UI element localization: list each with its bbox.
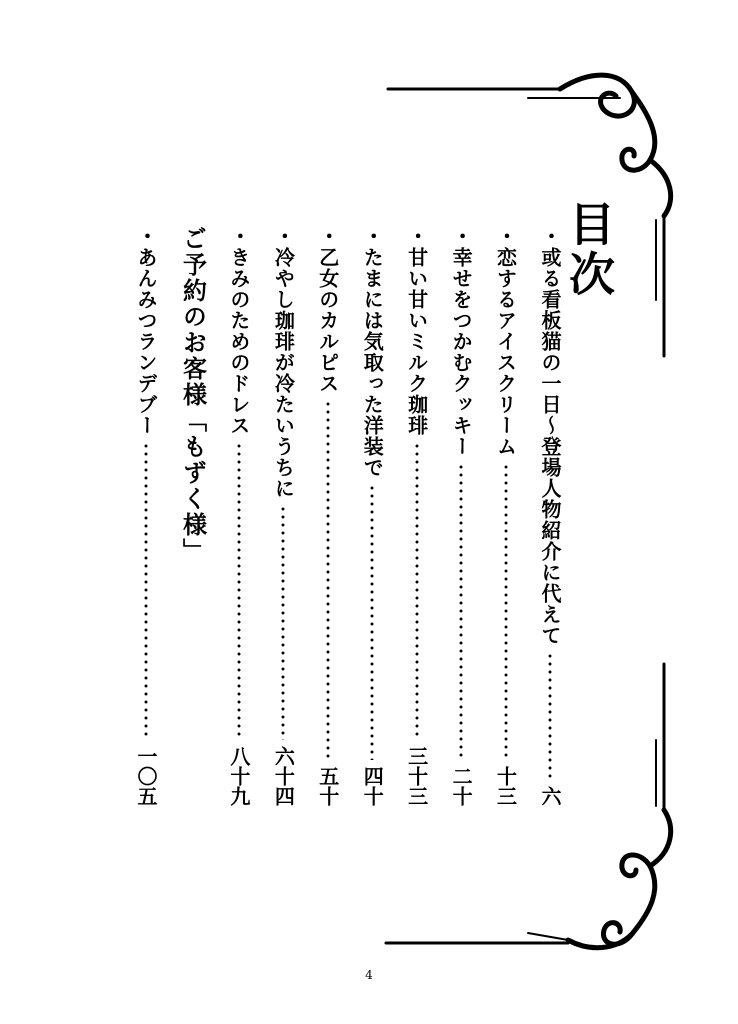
toc-entry-7[interactable]: [265, 226, 301, 806]
toc-entry-label: ・乙女のカルピス: [315, 226, 340, 394]
toc-group-heading: [172, 226, 212, 806]
dot-leader: [504, 463, 508, 760]
page-number: 4: [365, 968, 373, 982]
dot-leader: [370, 484, 374, 760]
toc-entry-5[interactable]: [354, 226, 390, 806]
toc-entry-page: 四十: [360, 766, 385, 806]
toc-entry-label: ・或る看板猫の一日～登場人物紹介に代えて: [537, 226, 562, 646]
toc-entries: [128, 226, 568, 806]
toc-entry-label: ・あんみつランデブー: [134, 226, 158, 436]
dot-leader: [459, 463, 463, 760]
toc-entry-8[interactable]: [221, 226, 257, 806]
dot-leader: [144, 442, 148, 740]
toc-entry-label: ・恋するアイスクリーム: [493, 226, 518, 457]
toc-entry-page: 六: [537, 786, 562, 806]
toc-entry-label: ・きみのためのドレス: [226, 226, 251, 436]
toc-entry-page: 六十四: [271, 746, 296, 806]
toc-entry-page: 五十: [315, 766, 340, 806]
toc-entry-page: 三十三: [404, 746, 429, 806]
toc-sub-entry-1[interactable]: [128, 226, 164, 806]
dot-leader: [326, 400, 330, 760]
toc-entry-page: 十三: [493, 766, 518, 806]
page-title: 目次: [562, 200, 616, 300]
toc-entry-label: ・幸せをつかむクッキー: [449, 226, 474, 457]
toc-entry-label: ・甘い甘いミルク珈琲: [404, 226, 429, 436]
dot-leader: [415, 442, 419, 740]
toc-entry-page: 一〇五: [134, 746, 158, 806]
toc-entry-1[interactable]: [532, 226, 568, 806]
toc-entry-page: 二十: [449, 766, 474, 806]
toc-entry-6[interactable]: [310, 226, 346, 806]
toc-entry-4[interactable]: [399, 226, 435, 806]
toc-entry-3[interactable]: [443, 226, 479, 806]
dot-leader: [281, 505, 285, 740]
group-heading-label: ご予約のお客様「もずく様」: [178, 226, 207, 564]
toc-entry-label: ・冷やし珈琲が冷たいうちに: [271, 226, 296, 499]
dot-leader: [237, 442, 241, 740]
toc-entry-page: 八十九: [226, 746, 251, 806]
toc-entry-label: ・たまには気取った洋装で: [360, 226, 385, 478]
dot-leader: [548, 652, 552, 780]
toc-entry-2[interactable]: [488, 226, 524, 806]
